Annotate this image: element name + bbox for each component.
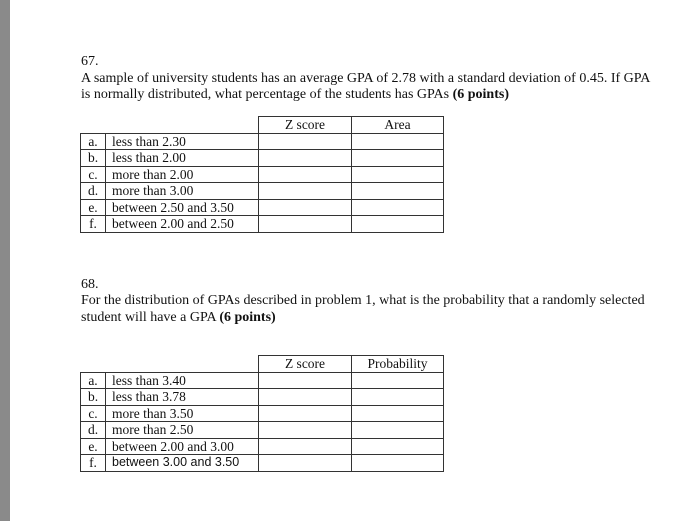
probability-cell[interactable]	[352, 405, 444, 422]
table-row	[81, 389, 444, 406]
blank-header-cell	[81, 356, 259, 373]
header-probability: Probability	[352, 356, 444, 373]
table-header-row	[81, 117, 444, 134]
problem-67-number: 67.	[81, 54, 99, 69]
table-row	[81, 150, 444, 167]
problem-68-points: (6 points)	[219, 310, 276, 325]
z-score-cell[interactable]	[259, 455, 352, 472]
row-label: between 2.50 and 3.50	[106, 199, 259, 216]
problem-67-line2-text: is normally distributed, what percentage of the students has GPAs	[81, 87, 453, 102]
row-letter: a.	[81, 133, 106, 150]
problem-67-line2	[81, 86, 509, 103]
area-cell[interactable]	[352, 183, 444, 200]
header-area: Area	[352, 117, 444, 134]
table-row	[81, 199, 444, 216]
row-letter: c.	[81, 405, 106, 422]
z-score-cell[interactable]	[259, 438, 352, 455]
area-cell[interactable]	[352, 166, 444, 183]
blank-header-cell	[81, 117, 259, 134]
z-score-cell[interactable]	[259, 405, 352, 422]
row-letter: b.	[81, 389, 106, 406]
area-cell[interactable]	[352, 216, 444, 233]
row-letter: a.	[81, 372, 106, 389]
row-label: more than 3.50	[106, 405, 259, 422]
probability-cell[interactable]	[352, 422, 444, 439]
z-score-cell[interactable]	[259, 150, 352, 167]
row-letter: e.	[81, 199, 106, 216]
probability-cell[interactable]	[352, 372, 444, 389]
row-letter: d.	[81, 422, 106, 439]
row-label: more than 2.50	[106, 422, 259, 439]
z-score-cell[interactable]	[259, 389, 352, 406]
row-letter: f.	[81, 455, 106, 472]
z-score-cell[interactable]	[259, 199, 352, 216]
table-row	[81, 216, 444, 233]
probability-cell[interactable]	[352, 438, 444, 455]
area-cell[interactable]	[352, 150, 444, 167]
z-score-cell[interactable]	[259, 183, 352, 200]
probability-cell[interactable]	[352, 455, 444, 472]
problem-67-line1: A sample of university students has an average GPA of 2.78 with a standard deviation of 0.45. If GPA	[81, 71, 651, 86]
row-letter: b.	[81, 150, 106, 167]
probability-cell[interactable]	[352, 389, 444, 406]
row-letter: e.	[81, 438, 106, 455]
problem-67-table	[80, 116, 444, 233]
problem-68-number: 68.	[81, 277, 99, 292]
problem-67-points: (6 points)	[452, 87, 509, 102]
table-row	[81, 455, 444, 472]
row-label: less than 2.00	[106, 150, 259, 167]
table-row	[81, 405, 444, 422]
row-label: less than 3.78	[106, 389, 259, 406]
row-label: between 3.00 and 3.50	[106, 455, 259, 472]
z-score-cell[interactable]	[259, 166, 352, 183]
table-row	[81, 183, 444, 200]
left-scroll-margin	[0, 0, 10, 521]
problem-68-line2	[81, 309, 276, 326]
table-row	[81, 422, 444, 439]
row-label: more than 2.00	[106, 166, 259, 183]
row-letter: c.	[81, 166, 106, 183]
problem-68-line2-text: student will have a GPA	[81, 310, 220, 325]
table-header-row	[81, 356, 444, 373]
problem-68-table	[80, 355, 444, 472]
header-z-score: Z score	[259, 356, 352, 373]
row-label: more than 3.00	[106, 183, 259, 200]
problem-68-line1: For the distribution of GPAs described in problem 1, what is the probability that a randomly selected	[81, 293, 645, 308]
row-label: less than 2.30	[106, 133, 259, 150]
area-cell[interactable]	[352, 199, 444, 216]
z-score-cell[interactable]	[259, 216, 352, 233]
row-label: between 2.00 and 2.50	[106, 216, 259, 233]
row-label: less than 3.40	[106, 372, 259, 389]
row-label: between 2.00 and 3.00	[106, 438, 259, 455]
row-letter: d.	[81, 183, 106, 200]
z-score-cell[interactable]	[259, 133, 352, 150]
z-score-cell[interactable]	[259, 372, 352, 389]
header-z-score: Z score	[259, 117, 352, 134]
row-letter: f.	[81, 216, 106, 233]
table-row	[81, 438, 444, 455]
area-cell[interactable]	[352, 133, 444, 150]
table-row	[81, 133, 444, 150]
table-row	[81, 372, 444, 389]
z-score-cell[interactable]	[259, 422, 352, 439]
table-row	[81, 166, 444, 183]
